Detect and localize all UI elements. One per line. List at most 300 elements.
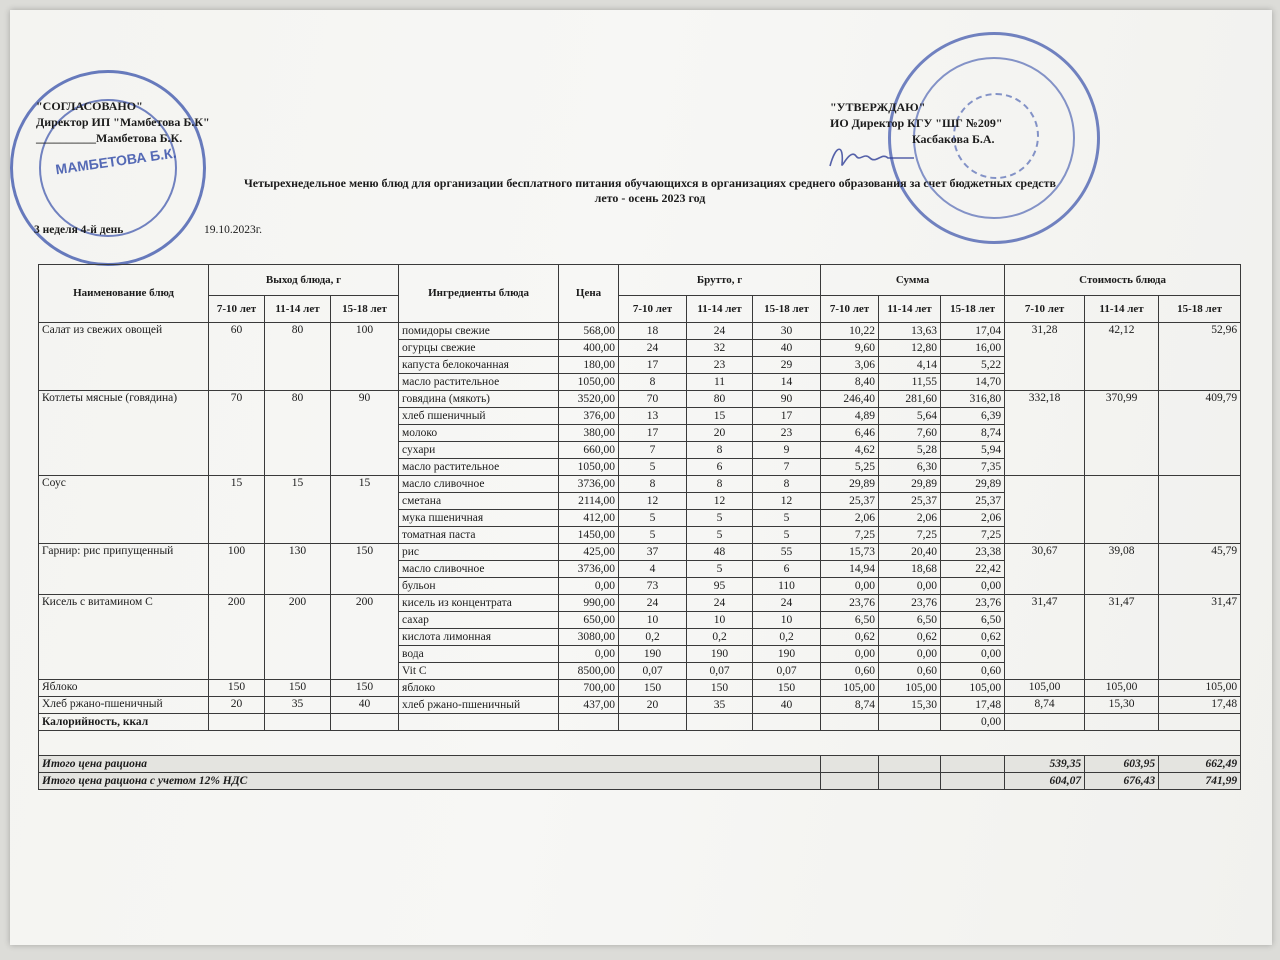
total-value-cell: 604,07 bbox=[1005, 773, 1085, 790]
sum-cell: 0,60 bbox=[821, 663, 879, 680]
table-row bbox=[39, 544, 1241, 561]
brutto-cell: 5 bbox=[619, 527, 687, 544]
sum-cell: 9,60 bbox=[821, 340, 879, 357]
sum-cell: 13,63 bbox=[879, 323, 941, 340]
brutto-cell: 17 bbox=[619, 425, 687, 442]
ingredient-name-cell: говядина (мякоть) bbox=[399, 391, 559, 408]
brutto-cell: 24 bbox=[687, 323, 753, 340]
output-cell: 130 bbox=[265, 544, 331, 595]
sum-cell: 15,30 bbox=[879, 697, 941, 714]
brutto-cell: 0,07 bbox=[619, 663, 687, 680]
brutto-cell: 17 bbox=[753, 408, 821, 425]
sum-cell: 25,37 bbox=[941, 493, 1005, 510]
brutto-cell: 37 bbox=[619, 544, 687, 561]
calories-row bbox=[39, 714, 1241, 731]
total-value-cell: 676,43 bbox=[1085, 773, 1159, 790]
brutto-cell: 5 bbox=[753, 510, 821, 527]
col-brutto-header: Брутто, г bbox=[619, 265, 821, 296]
price-cell: 2114,00 bbox=[559, 493, 619, 510]
output-cell: 200 bbox=[265, 595, 331, 680]
empty-cell bbox=[331, 714, 399, 731]
age-header: 7-10 лет bbox=[209, 296, 265, 323]
dish-cost-cell: 31,47 bbox=[1085, 595, 1159, 680]
ingredient-name-cell: масло сливочное bbox=[399, 561, 559, 578]
price-cell: 660,00 bbox=[559, 442, 619, 459]
sum-cell: 23,76 bbox=[821, 595, 879, 612]
sum-cell: 25,37 bbox=[879, 493, 941, 510]
sum-cell: 17,48 bbox=[941, 697, 1005, 714]
brutto-cell: 48 bbox=[687, 544, 753, 561]
sum-cell: 0,00 bbox=[941, 578, 1005, 595]
document-sheet bbox=[10, 10, 1272, 945]
brutto-cell: 5 bbox=[687, 527, 753, 544]
brutto-cell: 8 bbox=[619, 476, 687, 493]
sum-cell: 5,94 bbox=[941, 442, 1005, 459]
dish-cost-cell: 52,96 bbox=[1159, 323, 1241, 391]
price-cell: 1050,00 bbox=[559, 459, 619, 476]
brutto-cell: 5 bbox=[619, 459, 687, 476]
subtitle-line: лето - осень 2023 год bbox=[594, 191, 706, 205]
left-seal-name: МАМБЕТОВА Б.К. bbox=[54, 144, 178, 178]
dish-cost-cell: 17,48 bbox=[1159, 697, 1241, 714]
sum-cell: 7,35 bbox=[941, 459, 1005, 476]
spacer-row bbox=[39, 731, 1241, 756]
ingredient-name-cell: бульон bbox=[399, 578, 559, 595]
col-ingredients-header: Ингредиенты блюда bbox=[399, 265, 559, 323]
sum-cell: 6,50 bbox=[941, 612, 1005, 629]
col-price-header: Цена bbox=[559, 265, 619, 323]
sum-cell: 23,76 bbox=[879, 595, 941, 612]
output-cell: 15 bbox=[265, 476, 331, 544]
sum-cell: 105,00 bbox=[821, 680, 879, 697]
dish-name-cell: Гарнир: рис припущенный bbox=[39, 544, 209, 595]
brutto-cell: 8 bbox=[753, 476, 821, 493]
col-cost-header: Стоимость блюда bbox=[1005, 265, 1241, 296]
empty-cell bbox=[209, 714, 265, 731]
approval-block-left bbox=[36, 98, 210, 146]
total-value-cell: 741,99 bbox=[1159, 773, 1241, 790]
age-header: 15-18 лет bbox=[753, 296, 821, 323]
brutto-cell: 80 bbox=[687, 391, 753, 408]
output-cell: 40 bbox=[331, 697, 399, 714]
sum-cell: 0,62 bbox=[821, 629, 879, 646]
brutto-cell: 190 bbox=[687, 646, 753, 663]
price-cell: 425,00 bbox=[559, 544, 619, 561]
output-cell: 80 bbox=[265, 323, 331, 391]
price-cell: 380,00 bbox=[559, 425, 619, 442]
table-row bbox=[39, 476, 1241, 493]
empty-cell bbox=[39, 731, 1241, 756]
sum-cell: 0,00 bbox=[941, 646, 1005, 663]
empty-cell bbox=[1085, 714, 1159, 731]
sum-cell: 25,37 bbox=[821, 493, 879, 510]
price-cell: 0,00 bbox=[559, 578, 619, 595]
ingredient-name-cell: масло растительное bbox=[399, 374, 559, 391]
sum-cell: 0,62 bbox=[941, 629, 1005, 646]
dish-cost-cell bbox=[1159, 476, 1241, 544]
sum-cell: 11,55 bbox=[879, 374, 941, 391]
price-cell: 400,00 bbox=[559, 340, 619, 357]
ingredient-name-cell: рис bbox=[399, 544, 559, 561]
empty-cell bbox=[1005, 714, 1085, 731]
brutto-cell: 0,2 bbox=[687, 629, 753, 646]
sum-cell: 7,25 bbox=[941, 527, 1005, 544]
empty-cell bbox=[821, 714, 879, 731]
price-cell: 0,00 bbox=[559, 646, 619, 663]
price-cell: 180,00 bbox=[559, 357, 619, 374]
brutto-cell: 70 bbox=[619, 391, 687, 408]
dish-cost-cell: 332,18 bbox=[1005, 391, 1085, 476]
sum-cell: 4,89 bbox=[821, 408, 879, 425]
ingredient-name-cell: помидоры свежие bbox=[399, 323, 559, 340]
document-title bbox=[30, 176, 1270, 206]
dish-cost-cell: 105,00 bbox=[1005, 680, 1085, 697]
brutto-cell: 10 bbox=[619, 612, 687, 629]
menu-table bbox=[38, 264, 1241, 790]
sum-cell: 14,70 bbox=[941, 374, 1005, 391]
brutto-cell: 8 bbox=[687, 476, 753, 493]
col-sum-header: Сумма bbox=[821, 265, 1005, 296]
ingredient-name-cell: яблоко bbox=[399, 680, 559, 697]
dish-cost-cell: 31,47 bbox=[1005, 595, 1085, 680]
brutto-cell: 23 bbox=[753, 425, 821, 442]
brutto-cell: 0,2 bbox=[619, 629, 687, 646]
dish-name-cell: Кисель с витамином С bbox=[39, 595, 209, 680]
total-label: Итого цена рациона с учетом 12% НДС bbox=[39, 773, 821, 790]
output-cell: 150 bbox=[209, 680, 265, 697]
age-header: 15-18 лет bbox=[941, 296, 1005, 323]
price-cell: 568,00 bbox=[559, 323, 619, 340]
sum-cell: 10,22 bbox=[821, 323, 879, 340]
brutto-cell: 95 bbox=[687, 578, 753, 595]
dish-cost-cell: 45,79 bbox=[1159, 544, 1241, 595]
age-header: 15-18 лет bbox=[1159, 296, 1241, 323]
approved-position: ИО Директор КГУ "ШГ №209" bbox=[830, 116, 1003, 130]
sum-cell: 0,62 bbox=[879, 629, 941, 646]
ingredient-name-cell: масло растительное bbox=[399, 459, 559, 476]
agreed-position: Директор ИП "Мамбетова Б.К" bbox=[36, 115, 210, 129]
price-cell: 376,00 bbox=[559, 408, 619, 425]
sum-cell: 8,40 bbox=[821, 374, 879, 391]
table-row bbox=[39, 391, 1241, 408]
brutto-cell: 11 bbox=[687, 374, 753, 391]
brutto-cell: 7 bbox=[619, 442, 687, 459]
brutto-cell: 8 bbox=[619, 374, 687, 391]
brutto-cell: 5 bbox=[619, 510, 687, 527]
ingredient-name-cell: хлеб пшеничный bbox=[399, 408, 559, 425]
brutto-cell: 20 bbox=[687, 425, 753, 442]
brutto-cell: 20 bbox=[619, 697, 687, 714]
brutto-cell: 190 bbox=[753, 646, 821, 663]
dish-name-cell: Салат из свежих овощей bbox=[39, 323, 209, 391]
sum-cell: 0,00 bbox=[821, 646, 879, 663]
empty-cell bbox=[821, 756, 879, 773]
brutto-cell: 12 bbox=[687, 493, 753, 510]
empty-cell bbox=[687, 714, 753, 731]
brutto-cell: 30 bbox=[753, 323, 821, 340]
total-label: Итого цена рациона bbox=[39, 756, 821, 773]
brutto-cell: 190 bbox=[619, 646, 687, 663]
sum-cell: 5,22 bbox=[941, 357, 1005, 374]
total-value-cell: 603,95 bbox=[1085, 756, 1159, 773]
menu-table-body bbox=[39, 323, 1241, 790]
ingredient-name-cell: вода bbox=[399, 646, 559, 663]
col-dish-header: Наименование блюд bbox=[39, 265, 209, 323]
ingredient-name-cell: молоко bbox=[399, 425, 559, 442]
brutto-cell: 6 bbox=[687, 459, 753, 476]
dish-cost-cell: 15,30 bbox=[1085, 697, 1159, 714]
brutto-cell: 12 bbox=[753, 493, 821, 510]
brutto-cell: 6 bbox=[753, 561, 821, 578]
brutto-cell: 40 bbox=[753, 697, 821, 714]
age-header: 7-10 лет bbox=[1005, 296, 1085, 323]
output-cell: 15 bbox=[331, 476, 399, 544]
brutto-cell: 7 bbox=[753, 459, 821, 476]
brutto-cell: 150 bbox=[619, 680, 687, 697]
sum-cell: 0,00 bbox=[821, 578, 879, 595]
brutto-cell: 24 bbox=[619, 595, 687, 612]
empty-cell bbox=[941, 773, 1005, 790]
sum-cell: 105,00 bbox=[941, 680, 1005, 697]
week-day-label: 3 неделя 4-й день bbox=[34, 224, 124, 236]
brutto-cell: 73 bbox=[619, 578, 687, 595]
brutto-cell: 5 bbox=[687, 561, 753, 578]
brutto-cell: 55 bbox=[753, 544, 821, 561]
ingredient-name-cell: сухари bbox=[399, 442, 559, 459]
table-row bbox=[39, 595, 1241, 612]
sum-cell: 29,89 bbox=[821, 476, 879, 493]
sum-cell: 22,42 bbox=[941, 561, 1005, 578]
table-row bbox=[39, 680, 1241, 697]
ingredient-name-cell: сметана bbox=[399, 493, 559, 510]
sum-cell: 14,94 bbox=[821, 561, 879, 578]
dish-cost-cell: 105,00 bbox=[1085, 680, 1159, 697]
brutto-cell: 0,2 bbox=[753, 629, 821, 646]
price-cell: 990,00 bbox=[559, 595, 619, 612]
brutto-cell: 150 bbox=[753, 680, 821, 697]
dish-cost-cell: 370,99 bbox=[1085, 391, 1159, 476]
dish-cost-cell: 105,00 bbox=[1159, 680, 1241, 697]
age-header: 15-18 лет bbox=[331, 296, 399, 323]
calories-label: Калорийность, ккал bbox=[39, 714, 209, 731]
ingredient-name-cell: огурцы свежие bbox=[399, 340, 559, 357]
sum-cell: 29,89 bbox=[879, 476, 941, 493]
brutto-cell: 24 bbox=[753, 595, 821, 612]
dish-name-cell: Хлеб ржано-пшеничный bbox=[39, 697, 209, 714]
sum-cell: 3,06 bbox=[821, 357, 879, 374]
empty-cell bbox=[399, 714, 559, 731]
dish-cost-cell bbox=[1085, 476, 1159, 544]
empty-cell bbox=[1159, 714, 1241, 731]
output-cell: 100 bbox=[331, 323, 399, 391]
sum-cell: 0,00 bbox=[879, 646, 941, 663]
ingredient-name-cell: хлеб ржано-пшеничный bbox=[399, 697, 559, 714]
sum-cell: 23,38 bbox=[941, 544, 1005, 561]
signature-icon bbox=[826, 138, 916, 174]
brutto-cell: 12 bbox=[619, 493, 687, 510]
dish-cost-cell: 42,12 bbox=[1085, 323, 1159, 391]
brutto-cell: 5 bbox=[753, 527, 821, 544]
ingredient-name-cell: томатная паста bbox=[399, 527, 559, 544]
age-header: 7-10 лет bbox=[821, 296, 879, 323]
brutto-cell: 5 bbox=[687, 510, 753, 527]
sum-cell: 8,74 bbox=[821, 697, 879, 714]
dish-name-cell: Соус bbox=[39, 476, 209, 544]
approved-label: "УТВЕРЖДАЮ" bbox=[830, 100, 926, 114]
output-cell: 150 bbox=[331, 544, 399, 595]
approved-signer: Касбакова Б.А. bbox=[912, 132, 995, 146]
output-cell: 20 bbox=[209, 697, 265, 714]
total-value-cell: 662,49 bbox=[1159, 756, 1241, 773]
sum-cell: 7,25 bbox=[879, 527, 941, 544]
dish-cost-cell: 409,79 bbox=[1159, 391, 1241, 476]
empty-cell bbox=[879, 756, 941, 773]
sum-cell: 4,14 bbox=[879, 357, 941, 374]
calories-value: 0,00 bbox=[941, 714, 1005, 731]
sum-cell: 16,00 bbox=[941, 340, 1005, 357]
price-cell: 8500,00 bbox=[559, 663, 619, 680]
brutto-cell: 29 bbox=[753, 357, 821, 374]
sum-cell: 5,64 bbox=[879, 408, 941, 425]
empty-cell bbox=[941, 756, 1005, 773]
sum-cell: 7,25 bbox=[821, 527, 879, 544]
agreed-signer: __________Мамбетова Б.К. bbox=[36, 131, 183, 145]
output-cell: 200 bbox=[209, 595, 265, 680]
empty-cell bbox=[619, 714, 687, 731]
sum-cell: 2,06 bbox=[941, 510, 1005, 527]
sum-cell: 12,80 bbox=[879, 340, 941, 357]
price-cell: 650,00 bbox=[559, 612, 619, 629]
empty-cell bbox=[879, 773, 941, 790]
brutto-cell: 9 bbox=[753, 442, 821, 459]
ingredient-name-cell: капуста белокочанная bbox=[399, 357, 559, 374]
output-cell: 200 bbox=[331, 595, 399, 680]
brutto-cell: 40 bbox=[753, 340, 821, 357]
dish-cost-cell: 31,28 bbox=[1005, 323, 1085, 391]
sum-cell: 4,62 bbox=[821, 442, 879, 459]
sum-cell: 23,76 bbox=[941, 595, 1005, 612]
dish-name-cell: Яблоко bbox=[39, 680, 209, 697]
empty-cell bbox=[879, 714, 941, 731]
sum-cell: 15,73 bbox=[821, 544, 879, 561]
col-output-header: Выход блюда, г bbox=[209, 265, 399, 296]
output-cell: 90 bbox=[331, 391, 399, 476]
age-header: 7-10 лет bbox=[619, 296, 687, 323]
brutto-cell: 4 bbox=[619, 561, 687, 578]
sum-cell: 5,25 bbox=[821, 459, 879, 476]
sum-cell: 6,50 bbox=[879, 612, 941, 629]
dish-name-cell: Котлеты мясные (говядина) bbox=[39, 391, 209, 476]
age-header: 11-14 лет bbox=[687, 296, 753, 323]
empty-cell bbox=[559, 714, 619, 731]
menu-date: 19.10.2023г. bbox=[204, 224, 263, 236]
sum-cell: 5,28 bbox=[879, 442, 941, 459]
price-cell: 3080,00 bbox=[559, 629, 619, 646]
agreed-label: "СОГЛАСОВАНО" bbox=[36, 99, 143, 113]
sum-cell: 6,30 bbox=[879, 459, 941, 476]
price-cell: 3520,00 bbox=[559, 391, 619, 408]
output-cell: 70 bbox=[209, 391, 265, 476]
brutto-cell: 110 bbox=[753, 578, 821, 595]
ingredient-name-cell: масло сливочное bbox=[399, 476, 559, 493]
sum-cell: 17,04 bbox=[941, 323, 1005, 340]
output-cell: 100 bbox=[209, 544, 265, 595]
brutto-cell: 150 bbox=[687, 680, 753, 697]
dish-cost-cell: 31,47 bbox=[1159, 595, 1241, 680]
age-header: 11-14 лет bbox=[879, 296, 941, 323]
output-cell: 150 bbox=[331, 680, 399, 697]
ingredient-name-cell: сахар bbox=[399, 612, 559, 629]
ingredient-name-cell: мука пшеничная bbox=[399, 510, 559, 527]
ingredient-name-cell: кислота лимонная bbox=[399, 629, 559, 646]
dish-cost-cell: 30,67 bbox=[1005, 544, 1085, 595]
dish-cost-cell bbox=[1005, 476, 1085, 544]
brutto-cell: 10 bbox=[687, 612, 753, 629]
brutto-cell: 13 bbox=[619, 408, 687, 425]
sum-cell: 20,40 bbox=[879, 544, 941, 561]
sum-cell: 6,50 bbox=[821, 612, 879, 629]
sum-cell: 281,60 bbox=[879, 391, 941, 408]
brutto-cell: 17 bbox=[619, 357, 687, 374]
brutto-cell: 15 bbox=[687, 408, 753, 425]
sum-cell: 18,68 bbox=[879, 561, 941, 578]
sum-cell: 246,40 bbox=[821, 391, 879, 408]
output-cell: 150 bbox=[265, 680, 331, 697]
price-cell: 3736,00 bbox=[559, 476, 619, 493]
dish-cost-cell: 39,08 bbox=[1085, 544, 1159, 595]
sum-cell: 8,74 bbox=[941, 425, 1005, 442]
brutto-cell: 32 bbox=[687, 340, 753, 357]
total-row bbox=[39, 773, 1241, 790]
output-cell: 15 bbox=[209, 476, 265, 544]
brutto-cell: 8 bbox=[687, 442, 753, 459]
brutto-cell: 35 bbox=[687, 697, 753, 714]
output-cell: 80 bbox=[265, 391, 331, 476]
brutto-cell: 0,07 bbox=[753, 663, 821, 680]
empty-cell bbox=[753, 714, 821, 731]
price-cell: 1450,00 bbox=[559, 527, 619, 544]
sum-cell: 6,46 bbox=[821, 425, 879, 442]
sum-cell: 2,06 bbox=[879, 510, 941, 527]
brutto-cell: 14 bbox=[753, 374, 821, 391]
output-cell: 35 bbox=[265, 697, 331, 714]
table-row bbox=[39, 697, 1241, 714]
dish-cost-cell: 8,74 bbox=[1005, 697, 1085, 714]
brutto-cell: 18 bbox=[619, 323, 687, 340]
price-cell: 1050,00 bbox=[559, 374, 619, 391]
price-cell: 700,00 bbox=[559, 680, 619, 697]
sum-cell: 316,80 bbox=[941, 391, 1005, 408]
brutto-cell: 24 bbox=[619, 340, 687, 357]
table-row bbox=[39, 323, 1241, 340]
brutto-cell: 10 bbox=[753, 612, 821, 629]
title-line: Четырехнедельное меню блюд для организации бесплатного питания обучающихся в организациях среднего образования за счет бюджетных средств bbox=[243, 176, 1057, 190]
empty-cell bbox=[265, 714, 331, 731]
brutto-cell: 23 bbox=[687, 357, 753, 374]
total-value-cell: 539,35 bbox=[1005, 756, 1085, 773]
total-row bbox=[39, 756, 1241, 773]
ingredient-name-cell: Vit C bbox=[399, 663, 559, 680]
price-cell: 412,00 bbox=[559, 510, 619, 527]
age-header: 11-14 лет bbox=[1085, 296, 1159, 323]
brutto-cell: 24 bbox=[687, 595, 753, 612]
ingredient-name-cell: кисель из концентрата bbox=[399, 595, 559, 612]
sum-cell: 7,60 bbox=[879, 425, 941, 442]
brutto-cell: 0,07 bbox=[687, 663, 753, 680]
price-cell: 437,00 bbox=[559, 697, 619, 714]
sum-cell: 105,00 bbox=[879, 680, 941, 697]
age-header: 11-14 лет bbox=[265, 296, 331, 323]
